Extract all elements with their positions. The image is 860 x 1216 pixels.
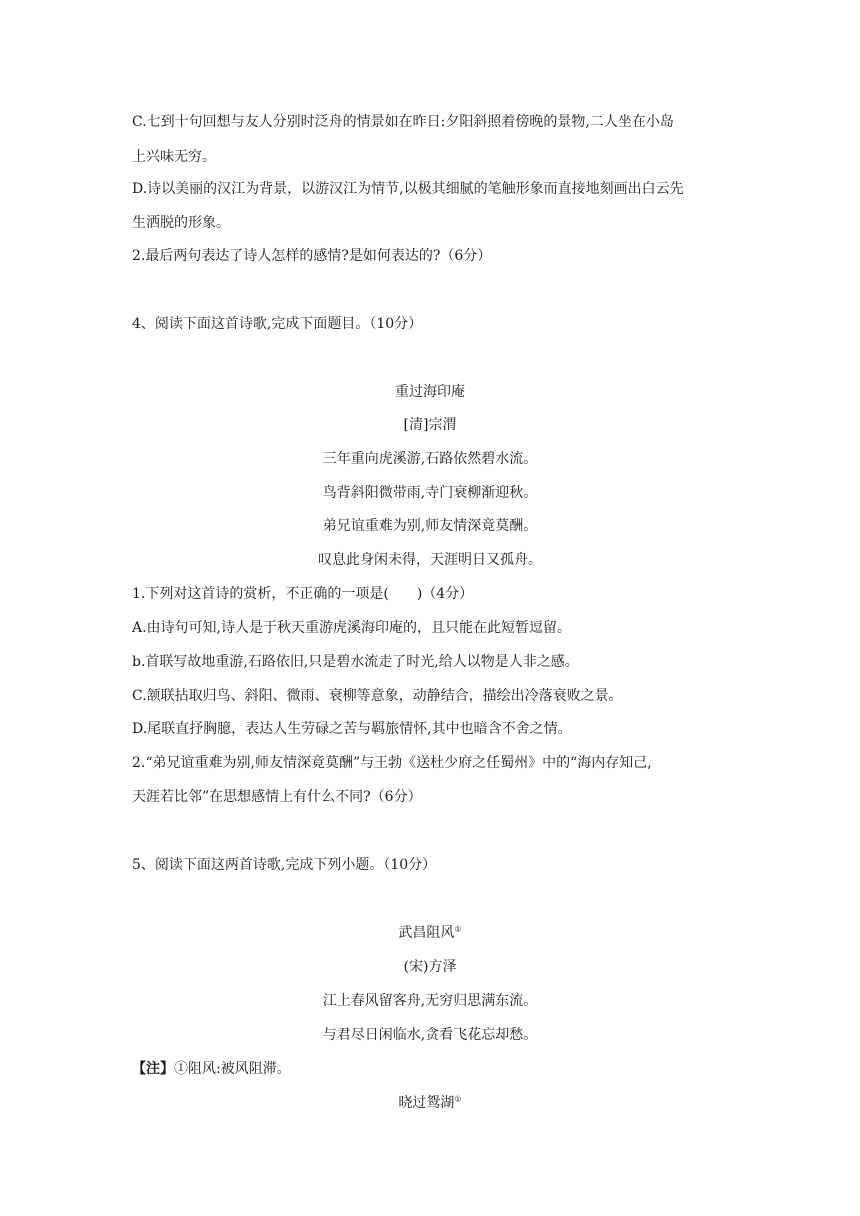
q3-option-d-line2: 生洒脱的形象。 [132,215,230,231]
q5-poem1-title-text: 武昌阻风 [398,925,455,941]
q4-poem-line: 鸟背斜阳微带雨,寺门衰柳渐迎秋。 [322,485,538,501]
q5-poem2-title-text: 晓过鸳湖 [398,1095,455,1111]
q4-poem-author: [清]宗渭 [403,417,457,433]
q4-poem-line: 三年重向虎溪游,石路依然碧水流。 [322,451,538,467]
q4-option-b: b.首联写故地重游,石路依旧,只是碧水流走了时光,给人以物是人非之感。 [132,654,579,670]
q4-subquestion-1: 1.下列对这首诗的赏析，不正确的一项是( )（4分） [132,586,474,602]
q5-poem1-title [0,923,860,943]
footnote-mark: ① [454,924,462,934]
q5-poem1-line: 江上春风留客舟,无穷归思满东流。 [322,993,538,1009]
q4-option-a: A.由诗句可知,诗人是于秋天重游虎溪海印庵的，且只能在此短暂逗留。 [132,620,572,636]
q4-heading: 4、阅读下面这首诗歌,完成下面题目。（10分） [132,316,423,332]
q4-poem-title: 重过海印庵 [395,384,465,400]
q3-option-c-line1: C.七到十句回想与友人分别时泛舟的情景如在昨日:夕阳斜照着傍晚的景物,二人坐在小岛 [132,114,674,130]
q5-heading: 5、阅读下面这两首诗歌,完成下列小题。（10分） [132,857,437,873]
q4-poem-line: 叹息此身闲未得，天涯明日又孤舟。 [318,552,542,568]
q5-poem1-author: (宋)方泽 [403,959,457,975]
q5-note [132,1059,732,1079]
note-text: ①阻风:被风阻滞。 [174,1061,291,1077]
footnote-mark: ① [454,1094,462,1104]
q3-option-c-line2: 上兴味无穷。 [132,149,216,165]
q4-option-d: D.尾联直抒胸臆，表达人生劳碌之苦与羁旅情怀,其中也暗含不舍之情。 [132,721,572,737]
q5-poem2-title [0,1093,860,1113]
q4-poem-line: 弟兄谊重难为别,师友情深竟莫酬。 [322,518,538,534]
note-label: 【注】 [132,1061,174,1077]
q4-subquestion-2-line1: 2.“弟兄谊重难为别,师友情深竟莫酬”与王勃《送杜少府之任蜀州》中的“海内存知己, [132,755,652,771]
q5-poem1-line: 与君尽日闲临水,贪看飞花忘却愁。 [322,1027,538,1043]
q4-option-c: C.颔联拈取归鸟、斜阳、微雨、衰柳等意象，动静结合，描绘出冷落衰败之景。 [132,688,623,704]
q4-subquestion-2-line2: 天涯若比邻”在思想感情上有什么不同?（6分） [132,789,422,805]
q3-option-d-line1: D.诗以美丽的汉江为背景，以游汉江为情节,以极其细腻的笔触形象而直接地刻画出白云先 [132,181,684,197]
q3-subquestion-2: 2.最后两句表达了诗人怎样的感情?是如何表达的?（6分） [132,248,492,264]
